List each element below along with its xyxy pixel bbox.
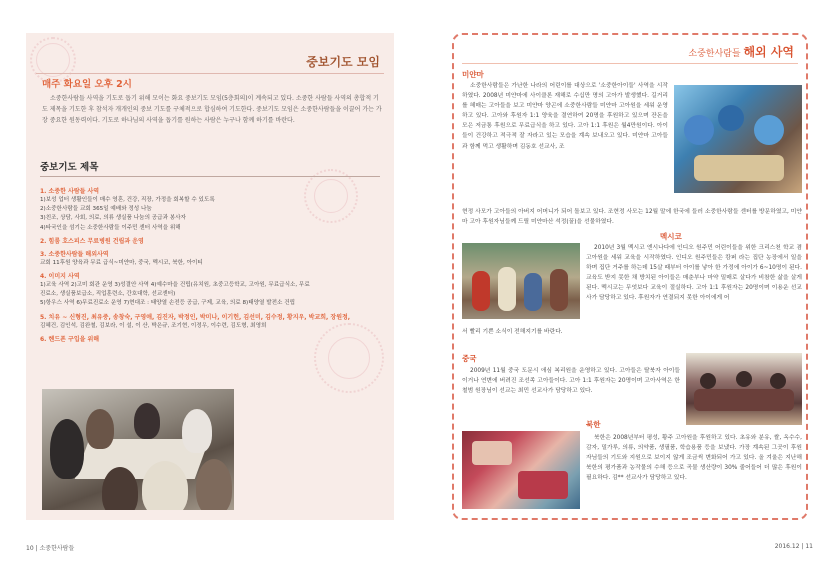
right-page	[418, 0, 835, 573]
china-photo	[686, 353, 802, 425]
topic-heading: 2. 힘룸 호스피스 무료병원 건립과 운영	[40, 237, 144, 245]
prayer-topic	[40, 250, 386, 268]
photo-person	[50, 419, 84, 479]
prayer-topic	[40, 237, 386, 246]
mexico-photo	[462, 243, 580, 319]
prayer-topics	[40, 187, 386, 348]
topic-heading: 3. 소중한사람들 해외사역	[40, 250, 109, 258]
title-divider	[36, 73, 384, 74]
page-footer-left: 10 | 소중한사람들	[26, 545, 75, 552]
topic-line: 5)항우스 사역 6)무료진료소 운영 7)현대조 : 태양열 손전등 공급, 구제, 교육, 의료 8)태양열 발전소 건립	[40, 300, 296, 307]
photo-person	[196, 459, 232, 510]
page-title: 중보기도 모임	[306, 55, 380, 69]
intro-paragraph: 소중한사람들 사역을 기도로 돕기 위해 모이는 화요 중보기도 모임(5층회의)이 계속되고 있다. 소중한 사람들 사역의 총합적 기도 제목을 기도한 후 참석자 개개인의 중보 기도를 구체적으로 합심하여 기도한다. 중보기도 모임은 소중한사람들을 이끌어 가는 가장 중요한 원동력이다. 기도로 하나님의 사역을 돕기를 원하는 사람은 누구나 함께 하기를 바란다.	[42, 95, 382, 124]
page-footer-right: 2016.12 | 11	[774, 543, 813, 550]
overseas-panel	[452, 33, 808, 520]
topic-heading: 5. 치유 ~ 신형진, 최유중, 송창숙, 구영애, 김진자, 박정인, 박미나, 이기헌, 김선미, 김수정, 황지우, 박교희, 장원정,	[40, 313, 351, 321]
prayer-topic	[40, 335, 386, 344]
heading-divider	[40, 176, 380, 177]
topic-line: 1)보성 업터 생활인들이 매수 영혼, 건강, 직장, 가정을 회복할 수 있도록	[40, 197, 215, 203]
topic-heading: 1. 소중한 사람들 사역	[40, 188, 100, 195]
flower-ornament	[36, 43, 70, 77]
section-header	[688, 43, 794, 60]
prayer-topic	[40, 313, 386, 331]
north-korea-photo	[462, 431, 580, 509]
country-heading-north-korea: 북한	[586, 420, 601, 429]
photo-child	[684, 115, 714, 145]
myanmar-text-continued: 현정 사모가 고아들의 아버지 어머니가 되어 돌보고 있다. 조현정 사모는 12월 말에 한국에 들러 소중한사람들 센터를 방문하였고, 미얀마 고아 후원자님들께 드릴 미얀마산 석정(꿀)을 선물하였다.	[462, 209, 802, 226]
prayer-panel	[26, 33, 394, 520]
china-text: 2009년 11월 중국 도문시 애심 복리원을 운영하고 있다. 고아들은 탈북자 아이들이거나 연변에 버려진 조선족 고아들이다. 고아 1:1 후원자는 20명이며 고아사역은 한철범 원장님이 선교는 최민 선교사가 담당하고 있다.	[462, 368, 680, 395]
photo-child	[498, 267, 516, 311]
topic-line: 4)타국인을 섬기는 소중한사람들 이주민 센터 사역을 위해	[40, 224, 181, 231]
header-divider	[462, 63, 798, 64]
topic-line: 교회 11후원 양육과 무료 급식~미얀마, 중국, 멕시코, 북한, 아이티	[40, 259, 203, 266]
photo-child	[524, 273, 542, 311]
topic-line: 3)친조, 상담, 사회, 의료, 의류 생실품 나눔의 공급과 봉사자	[40, 215, 186, 222]
photo-person	[102, 467, 138, 510]
photo-person	[182, 409, 212, 453]
country-heading-myanmar: 미얀마	[462, 70, 484, 79]
photo-table	[694, 155, 784, 181]
header-title: 해외 사역	[743, 45, 794, 59]
topic-heading: 4. 이미지 사역	[40, 273, 80, 281]
photo-child	[754, 115, 784, 145]
photo-child	[770, 373, 786, 389]
header-org: 소중한사람들	[688, 49, 741, 59]
photo-child	[700, 373, 716, 389]
mexico-text-continued: 서 빨리 기쁜 소식이 전해지기를 바란다.	[462, 329, 563, 335]
photo-supplies	[518, 471, 568, 499]
photo-person	[134, 403, 160, 439]
photo-child	[472, 271, 490, 311]
photo-child	[736, 371, 752, 387]
photo-person	[142, 461, 188, 510]
photo-person	[86, 409, 114, 449]
prayer-topic	[40, 272, 386, 309]
myanmar-text: 소중한사람들은 가난한 나라의 어린이를 대상으로 '소중한아이들' 사역을 시작하였다. 2008년 미얀마에 사이클론 재해로 수십만 명의 고아가 발생했다. 길거리를 헤매는 고아들을 보고 미얀마 양곤에 소중한사람들 미얀마 고아원을 세워 운영하고 있다. 고아와 후원자 1:1 양육을 결연하여 20명을 후원하고 있으며 잔돈을 모은 저금통 후원으로 무료급식을 하고 있다. 고아 1:1 후원은 월4만원이다. 아이들이 건강하고 적극적 잘 자라고 있는 모습을 계속 보내오고 있다. 미얀마 고아들과 함께 먹고 생활하며 김동호 선교사, 조	[462, 83, 668, 150]
topic-line: 1)교육 사역 2)고미 회관 운영 3)성결안 사역 4)예수마을 건립(유치원, 초중고등학교, 고아원, 무료급식소, 무료	[40, 282, 310, 289]
section-heading: 중보기도 제목	[40, 162, 99, 173]
prayer-topic	[40, 187, 386, 233]
mexico-text: 2010년 3월 멕시코 엔시나다에 인디오 원주민 어린이들을 위한 크리스천 학교 겸 고아원을 세워 교육을 시작하였다. 인디오 원주민들은 캄퍼 라는 집단 농장에서 일을 하며 집단 거주를 하는데 15살 때부터 아이를 낳아 한 가정에 아이가 6~10명이 된다. 교육도 받지 못한 채 방치된 아이들은 매춘부나 마약 밀매로 살다가 비참한 삶을 살게 된다. 멕시코는 무엇보다 교육이 절실하다. 고아 1:1 후원자는 20명이며 이용운 선교사가 담당하고 있다. 후원자가 연결되지 못한 아이에게 어	[586, 245, 802, 302]
topic-line: 김혜건, 김인석, 김완철, 김보라, 이 설, 이 산, 박은규, 조기현, 이정우, 이수련, 김도형, 최영희	[40, 322, 267, 329]
prayer-meeting-photo	[42, 389, 234, 510]
country-heading-china: 중국	[462, 354, 477, 363]
photo-child	[718, 105, 744, 131]
photo-group	[694, 389, 794, 411]
north-korea-text: 북한은 2008년부터 평성, 황주 고아원을 후원하고 있다. 초유와 분유, 쌀, 옥수수, 감자, 밀가루, 의류, 의약품, 생필품, 학습용품 등을 보냈다. 가장 계속된 그곳이 후원자님들의 기도와 지원으로 보이지 않게 조금씩 변화되어 가고 있다. 올 겨울은 지난해 북한의 평가품과 농작물의 수해 등으로 곡물 생산량이 30% 줄어들어 더 많은 후원이 필요하다. 김** 선교사가 담당하고 있다.	[586, 435, 802, 482]
country-heading-mexico: 멕시코	[660, 232, 682, 241]
topic-line: 진료소, 생실품보급소, 직업훈련소, 간호대학, 선교센터)	[40, 291, 176, 298]
photo-supplies	[472, 441, 512, 465]
topic-line: 2)소중한사람들 교회 365일 예배와 정성 나눔	[40, 206, 152, 213]
topic-heading: 6. 헨드폰 구입을 위해	[40, 335, 100, 343]
myanmar-photo	[674, 85, 802, 193]
meeting-time: 매주 화요일 오후 2시	[42, 79, 132, 90]
photo-child	[550, 269, 568, 311]
